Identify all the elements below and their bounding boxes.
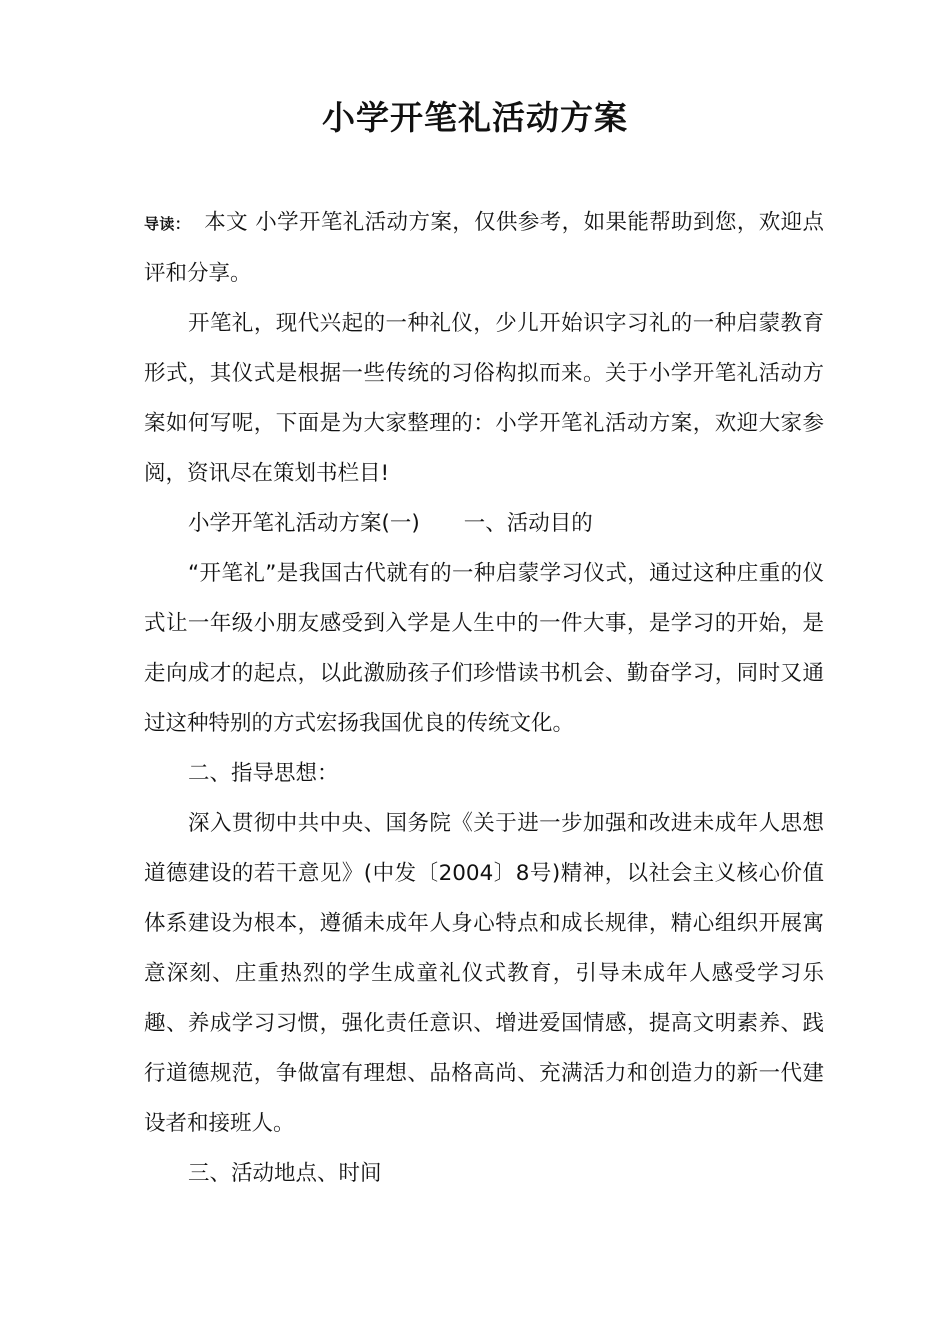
lead-paragraph [144, 198, 824, 299]
intro-paragraph: 开笔礼，现代兴起的一种礼仪，少儿开始识字习礼的一种启蒙教育形式，其仪式是根据一些传统的习俗构拟而来。关于小学开笔礼活动方案如何写呢，下面是为大家整理的：小学开笔礼活动方案，欢迎大家参阅，资讯尽在策划书栏目! [144, 311, 824, 486]
section-heading-location-time: 三、活动地点、时间 [188, 1161, 382, 1186]
document-title: 小学开笔礼活动方案 [322, 98, 628, 137]
guidance-paragraph: 深入贯彻中共中央、国务院《关于进一步加强和改进未成年人思想道德建设的若干意见》(中发〔2004〕8号)精神，以社会主义核心价值体系建设为根本，遵循未成年人身心特点和成长规律，精心组织开展寓意深刻、庄重热烈的学生成童礼仪式教育，引导未成年人感受学习乐趣、养成学习习惯，强化责任意识、增进爱国情感，提高文明素养、践行道德规范，争做富有理想、品格高尚、充满活力和创造力的新一代建设者和接班人。 [144, 811, 824, 1136]
purpose-paragraph: “开笔礼”是我国古代就有的一种启蒙学习仪式，通过这种庄重的仪式让一年级小朋友感受到入学是人生中的一件大事，是学习的开始，是走向成才的起点，以此激励孩子们珍惜读书机会、勤奋学习，同时又通过这种特别的方式宏扬我国优良的传统文化。 [144, 561, 824, 736]
lead-text: 本文 小学开笔礼活动方案，仅供参考，如果能帮助到您，欢迎点评和分享。 [144, 210, 824, 286]
document-body [144, 198, 824, 1199]
section-heading-purpose: 一、活动目的 [463, 511, 593, 536]
lead-label: 导读： [144, 215, 191, 233]
plan-title: 小学开笔礼活动方案(一) [188, 511, 420, 536]
section-heading-guidance: 二、指导思想： [188, 761, 339, 786]
section-one-line [144, 499, 824, 549]
